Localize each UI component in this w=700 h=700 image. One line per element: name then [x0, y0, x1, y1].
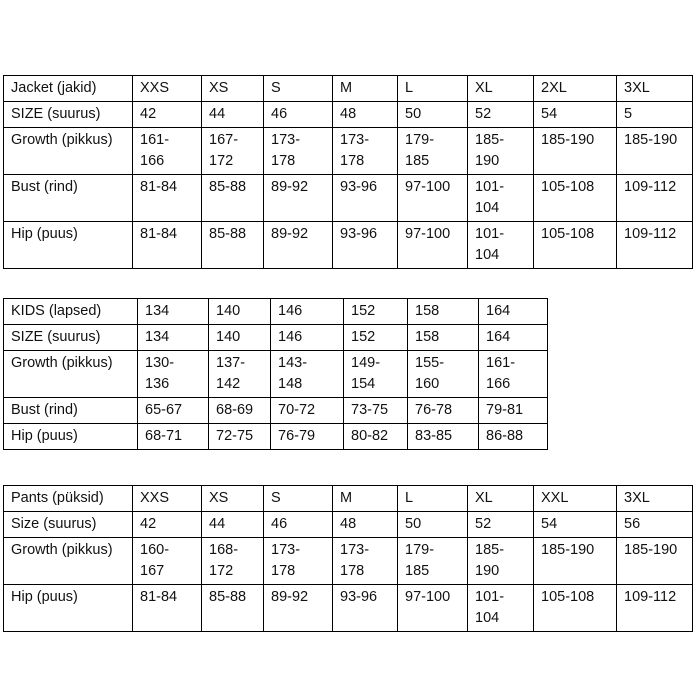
table-row: [4, 102, 693, 128]
table-header-cell: XL: [468, 486, 534, 512]
table-header-cell: L: [398, 486, 468, 512]
table-cell: 160- 167: [133, 538, 202, 585]
table-header-cell: 134: [138, 299, 209, 325]
table-row: [4, 128, 693, 175]
table-cell: 143- 148: [271, 351, 344, 398]
table-cell: 173- 178: [333, 538, 398, 585]
table-cell: 56: [617, 512, 693, 538]
row-label-cell: Hip (puus): [4, 222, 133, 269]
table-cell: 134: [138, 325, 209, 351]
table-cell: 93-96: [333, 175, 398, 222]
table-header-cell: XXS: [133, 76, 202, 102]
table-cell: 97-100: [398, 222, 468, 269]
table-cell: 54: [534, 512, 617, 538]
table-cell: 158: [408, 325, 479, 351]
table-cell: 80-82: [344, 424, 408, 450]
table-cell: 179- 185: [398, 538, 468, 585]
table-cell: 185-190: [617, 128, 693, 175]
table-cell: 140: [209, 325, 271, 351]
table-header-row: [4, 299, 548, 325]
row-label-cell: Bust (rind): [4, 398, 138, 424]
table-cell: 46: [264, 102, 333, 128]
table-cell: 73-75: [344, 398, 408, 424]
table-cell: 149- 154: [344, 351, 408, 398]
table-cell: 137- 142: [209, 351, 271, 398]
table-cell: 173- 178: [333, 128, 398, 175]
table-header-cell: 140: [209, 299, 271, 325]
table-header-row: [4, 76, 693, 102]
table-cell: 105-108: [534, 222, 617, 269]
table-header-cell: 158: [408, 299, 479, 325]
table-cell: 101- 104: [468, 222, 534, 269]
table-cell: 89-92: [264, 222, 333, 269]
table-cell: 86-88: [479, 424, 548, 450]
table-row: [4, 175, 693, 222]
table-header-cell: S: [264, 76, 333, 102]
table-cell: 48: [333, 102, 398, 128]
table-row: [4, 585, 693, 632]
table-cell: 52: [468, 102, 534, 128]
row-label-cell: Hip (puus): [4, 424, 138, 450]
table-header-cell: 146: [271, 299, 344, 325]
table-cell: 105-108: [534, 585, 617, 632]
pants-size-table: [3, 485, 693, 632]
table-cell: 168- 172: [202, 538, 264, 585]
table-cell: 70-72: [271, 398, 344, 424]
table-cell: 93-96: [333, 222, 398, 269]
table-header-cell: M: [333, 486, 398, 512]
table-header-cell: M: [333, 76, 398, 102]
table-cell: 81-84: [133, 175, 202, 222]
table-row: [4, 424, 548, 450]
table-cell: 76-78: [408, 398, 479, 424]
table-row: [4, 325, 548, 351]
table-cell: 167- 172: [202, 128, 264, 175]
row-label-cell: SIZE (suurus): [4, 325, 138, 351]
table-cell: 173- 178: [264, 538, 333, 585]
table-cell: 85-88: [202, 585, 264, 632]
table-row: [4, 351, 548, 398]
table-row: [4, 538, 693, 585]
table-header-cell: XL: [468, 76, 534, 102]
table-cell: 54: [534, 102, 617, 128]
table-header-cell: 3XL: [617, 486, 693, 512]
table-cell: 130- 136: [138, 351, 209, 398]
table-cell: 42: [133, 512, 202, 538]
table-header-cell: XXS: [133, 486, 202, 512]
table-cell: 161- 166: [133, 128, 202, 175]
table-cell: 42: [133, 102, 202, 128]
table-cell: 179- 185: [398, 128, 468, 175]
table-cell: 185-190: [534, 128, 617, 175]
table-cell: 76-79: [271, 424, 344, 450]
table-cell: 85-88: [202, 175, 264, 222]
table-header-cell: 3XL: [617, 76, 693, 102]
table-cell: 5: [617, 102, 693, 128]
table-cell: 81-84: [133, 585, 202, 632]
table-cell: 68-69: [209, 398, 271, 424]
table-header-cell: 2XL: [534, 76, 617, 102]
table-cell: 46: [264, 512, 333, 538]
table-cell: 101- 104: [468, 175, 534, 222]
table-header-cell: XS: [202, 76, 264, 102]
table-cell: 50: [398, 512, 468, 538]
table-cell: 48: [333, 512, 398, 538]
table-header-cell: 164: [479, 299, 548, 325]
table-cell: 155- 160: [408, 351, 479, 398]
row-label-cell: Size (suurus): [4, 512, 133, 538]
table-cell: 146: [271, 325, 344, 351]
table-header-row: [4, 486, 693, 512]
table-cell: 89-92: [264, 175, 333, 222]
table-cell: 81-84: [133, 222, 202, 269]
row-label-cell: Growth (pikkus): [4, 351, 138, 398]
table-row: [4, 222, 693, 269]
table-cell: 109-112: [617, 175, 693, 222]
table-cell: 101- 104: [468, 585, 534, 632]
jacket-size-table: [3, 75, 693, 269]
row-label-cell: Bust (rind): [4, 175, 133, 222]
table-cell: 89-92: [264, 585, 333, 632]
table-header-cell: KIDS (lapsed): [4, 299, 138, 325]
table-cell: 185-190: [534, 538, 617, 585]
row-label-cell: SIZE (suurus): [4, 102, 133, 128]
table-cell: 173- 178: [264, 128, 333, 175]
row-label-cell: Hip (puus): [4, 585, 133, 632]
table-header-cell: XS: [202, 486, 264, 512]
table-cell: 72-75: [209, 424, 271, 450]
table-row: [4, 398, 548, 424]
table-header-cell: 152: [344, 299, 408, 325]
table-row: [4, 512, 693, 538]
table-cell: 185-190: [617, 538, 693, 585]
row-label-cell: Growth (pikkus): [4, 538, 133, 585]
table-header-cell: L: [398, 76, 468, 102]
table-cell: 44: [202, 102, 264, 128]
table-header-cell: Pants (püksid): [4, 486, 133, 512]
table-cell: 52: [468, 512, 534, 538]
table-cell: 97-100: [398, 175, 468, 222]
table-cell: 161- 166: [479, 351, 548, 398]
table-cell: 185- 190: [468, 128, 534, 175]
table-cell: 105-108: [534, 175, 617, 222]
row-label-cell: Growth (pikkus): [4, 128, 133, 175]
table-cell: 109-112: [617, 222, 693, 269]
table-cell: 79-81: [479, 398, 548, 424]
table-cell: 68-71: [138, 424, 209, 450]
table-cell: 93-96: [333, 585, 398, 632]
table-cell: 44: [202, 512, 264, 538]
table-cell: 65-67: [138, 398, 209, 424]
table-cell: 185- 190: [468, 538, 534, 585]
kids-size-table: [3, 298, 548, 450]
table-header-cell: XXL: [534, 486, 617, 512]
table-cell: 85-88: [202, 222, 264, 269]
table-header-cell: Jacket (jakid): [4, 76, 133, 102]
table-header-cell: S: [264, 486, 333, 512]
table-cell: 109-112: [617, 585, 693, 632]
table-cell: 97-100: [398, 585, 468, 632]
table-cell: 50: [398, 102, 468, 128]
table-cell: 164: [479, 325, 548, 351]
table-cell: 152: [344, 325, 408, 351]
table-cell: 83-85: [408, 424, 479, 450]
